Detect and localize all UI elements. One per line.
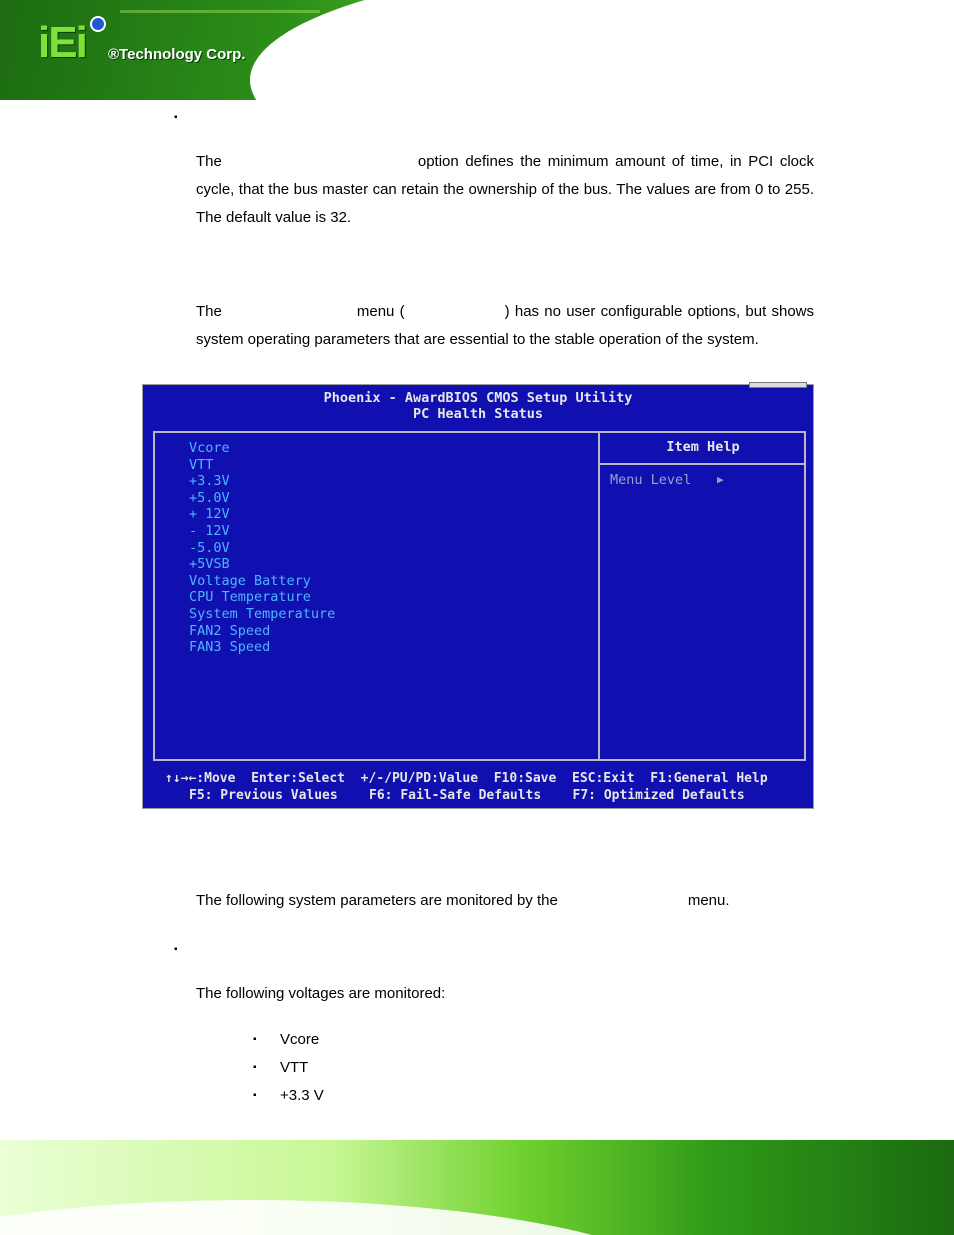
header-wave <box>250 0 954 100</box>
logo-company-name: ®Technology Corp. <box>108 46 246 63</box>
text-run: menu. <box>687 892 730 909</box>
bios-item-list <box>189 440 335 656</box>
list-item: Vcore <box>280 1031 320 1048</box>
list-bullet: ▪ <box>253 1034 257 1045</box>
logo-dot-icon <box>90 16 106 32</box>
pc-health-description <box>196 298 814 354</box>
bios-item-fan3-speed[interactable]: FAN3 Speed <box>189 639 271 656</box>
bios-item-minus-5v[interactable]: -5.0V <box>189 539 230 556</box>
bios-key-legend-2: F5: Previous Values F6: Fail-Safe Defaults F7: Optimized Defaults <box>189 788 745 803</box>
bios-item-vcore[interactable]: Vcore <box>189 440 230 456</box>
bios-item-5vsb[interactable]: +5VSB <box>189 556 230 573</box>
text-run: ) has no user configurable options, but shows system operating parameters that are essential to the stable operation of the system. <box>196 303 814 348</box>
list-bullet: ▪ <box>253 1090 257 1101</box>
bios-title: Phoenix - AwardBIOS CMOS Setup Utility <box>323 390 633 406</box>
latency-timer-description <box>196 148 814 232</box>
window-controls <box>749 382 807 388</box>
footer-wave <box>0 1200 700 1235</box>
bios-item-3v3[interactable]: +3.3V <box>189 473 230 490</box>
bios-item-voltage-battery[interactable]: Voltage Battery <box>189 572 311 589</box>
section-bullet: ▪ <box>174 112 178 123</box>
voltages-intro: The following voltages are monitored: <box>196 985 446 1002</box>
bios-item-vtt[interactable]: VTT <box>189 456 214 473</box>
list-item: +3.3 V <box>280 1087 324 1104</box>
bios-divider <box>598 431 600 761</box>
text-run: The following system parameters are monitored by the <box>196 892 558 909</box>
section-bullet: ▪ <box>174 944 178 955</box>
bios-item-minus-12v[interactable]: - 12V <box>189 522 230 539</box>
bios-screenshot <box>142 384 814 809</box>
page-header-banner <box>0 0 954 100</box>
text-run: The <box>196 153 222 170</box>
bios-item-5v[interactable]: +5.0V <box>189 489 230 506</box>
text-run: option defines the minimum amount of time, in PCI clock cycle, that the bus master can retain the ownership of the bus. The values are from 0 to 255. The default value is 32. <box>196 153 814 226</box>
bios-item-system-temperature[interactable]: System Temperature <box>189 605 336 622</box>
text-run: menu ( <box>356 303 405 320</box>
item-help-title: Item Help <box>666 439 740 455</box>
bios-item-cpu-temperature[interactable]: CPU Temperature <box>189 589 311 606</box>
bios-key-legend-1: ↑↓→←:Move Enter:Select +/-/PU/PD:Value F10:Save ESC:Exit F1:General Help <box>165 771 768 786</box>
bios-item-fan2-speed[interactable]: FAN2 Speed <box>189 622 271 639</box>
company-logo <box>38 18 86 68</box>
menu-level-arrow-icon: ▶ <box>717 473 724 486</box>
circuit-trace <box>120 10 320 13</box>
bios-item-plus-12v[interactable]: + 12V <box>189 506 230 523</box>
logo-letters: iEi <box>38 18 86 67</box>
menu-level-label: Menu Level <box>610 472 692 488</box>
page-footer-banner <box>0 1140 954 1235</box>
bios-help-divider <box>600 463 806 465</box>
list-item: VTT <box>280 1059 309 1076</box>
list-bullet: ▪ <box>253 1062 257 1073</box>
bios-subtitle: PC Health Status <box>412 406 544 422</box>
monitored-parameters-text <box>196 887 814 915</box>
text-run: The <box>196 303 222 320</box>
